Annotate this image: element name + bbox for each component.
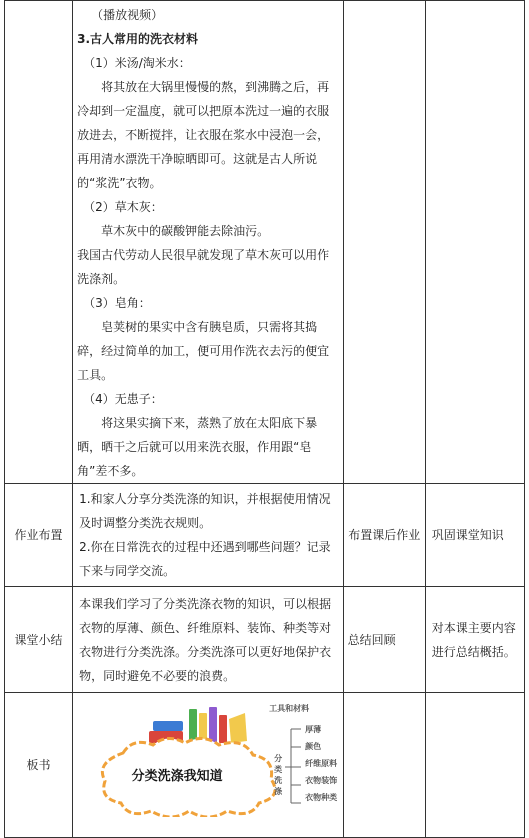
summary-text: 本课我们学习了分类洗涤衣物的知识，可以根据衣物的厚薄、颜色、纤维原料、装饰、种类等对衣物进行分类洗涤。分类洗涤可以更好地保护衣物，同时避免不必要的浪费。 — [79, 596, 332, 683]
homework-content-cell — [73, 484, 344, 587]
board-item: 衣物种类 — [305, 793, 338, 802]
table-row-homework — [5, 484, 525, 587]
board-items — [305, 721, 337, 806]
summary-teacher: 总结回顾 — [343, 587, 425, 693]
board-item: 颜色 — [305, 742, 322, 751]
item1-title: （1）米汤/淘米水： — [83, 56, 191, 70]
board-item: 厚薄 — [305, 725, 322, 734]
vertical-char: 洗 — [274, 776, 283, 785]
teacher-activity-empty — [343, 1, 425, 484]
board-item: 衣物装饰 — [305, 776, 338, 785]
homework-teacher: 布置课后作业 — [343, 484, 425, 587]
item2-body2: 我国古代劳动人民很早就发现了草木灰可以用作洗涤剂。 — [77, 248, 330, 286]
item3-body: 皂荚树的果实中含有胰皂质，只需将其捣碎，经过简单的加工，便可用作洗衣去污的便宜工具。 — [77, 320, 330, 382]
table-row-summary — [5, 587, 525, 693]
homework-label: 作业布置 — [5, 484, 73, 587]
board-content-cell — [73, 693, 344, 838]
table-row-materials — [5, 1, 525, 484]
item2-title: （2）草木灰： — [83, 200, 163, 214]
lesson-plan-table — [4, 0, 525, 838]
table-row-board — [5, 693, 525, 838]
board-label: 板书 — [5, 693, 73, 838]
vertical-char: 分 — [274, 754, 283, 763]
summary-content-cell — [73, 587, 344, 693]
vertical-char: 类 — [274, 765, 283, 774]
tools-label: 工具和材料 — [269, 704, 310, 713]
vertical-char: 涤 — [274, 787, 283, 796]
bracket-lines — [281, 721, 305, 811]
homework-purpose: 巩固课堂知识 — [425, 484, 524, 587]
summary-purpose: 对本课主要内容进行总结概括。 — [425, 587, 524, 693]
homework-item-1: 1.和家人分享分类洗涤的知识，并根据使用情况及时调整分类洗衣规则。 — [79, 492, 331, 530]
board-design — [73, 693, 343, 837]
video-note: （播放视频） — [91, 8, 164, 22]
summary-label: 课堂小结 — [5, 587, 73, 693]
item3-title: （3）皂角： — [83, 296, 151, 310]
materials-content-cell — [73, 1, 344, 484]
purpose-empty — [425, 1, 524, 484]
board-teacher-empty — [343, 693, 425, 838]
board-title: 分类洗涤我知道 — [131, 769, 223, 784]
item4-body: 将这果实摘下来，蒸熟了放在太阳底下暴晒，晒干之后就可以用来洗衣服，作用跟“皂角”差不多。 — [77, 416, 318, 478]
item4-title: （4）无患子： — [83, 392, 163, 406]
row-label-empty — [5, 1, 73, 484]
board-purpose-empty — [425, 693, 524, 838]
board-item: 纤维原料 — [305, 759, 338, 768]
item1-body: 将其放在大锅里慢慢的熬，到沸腾之后，再冷却到一定温度，就可以把原本洗过一遍的衣服放进去，不断搅拌，让衣服在浆水中浸泡一会，再用清水漂洗干净晾晒即可。这就是古人所说的“浆洗”衣物。 — [77, 80, 330, 190]
item2-body1: 草木灰中的碳酸钾能去除油污。 — [101, 224, 270, 238]
materials-heading: 3.古人常用的洗衣材料 — [77, 32, 199, 46]
homework-item-2: 2.你在日常洗衣的过程中还遇到哪些问题？记录下来与同学交流。 — [79, 540, 331, 578]
